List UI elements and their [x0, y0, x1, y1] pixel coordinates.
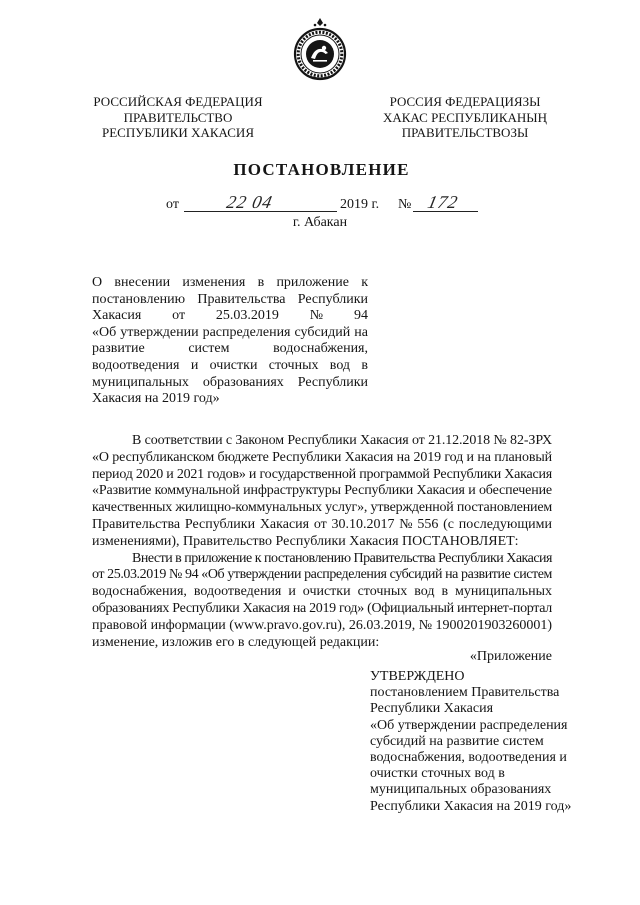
approved-label: УТВЕРЖДЕНО [370, 669, 465, 684]
title-line: Хакасия на 2019 год» [92, 391, 220, 407]
appendix-line: очистки сточных вод в [370, 766, 505, 782]
appendix-line: субсидий на развитие систем [370, 733, 544, 749]
body-line: водоснабжения, водоотведения и очистки сточных вод в муниципальных [92, 584, 552, 600]
header-line: РОССИЯ ФЕДЕРАЦИЯЗЫ [389, 94, 541, 109]
body-line: изменение, изложив его в следующей редакции: [92, 634, 380, 650]
appendix-line: постановлением Правительства [370, 685, 560, 701]
body-line: В соответствии с Законом Республики Хакасия от 21.12.2018 № 82-ЗРХ [132, 433, 553, 448]
number-sign: № [398, 197, 412, 212]
city-label: г. Абакан [292, 215, 348, 230]
title-line: «Об утверждении распределения субсидий на [92, 324, 368, 340]
title-line: развитие систем водоснабжения, [92, 341, 368, 357]
coat-of-arms-emblem [292, 17, 348, 81]
body-line: правовой информации (www.pravo.gov.ru), 26.03.2019, № 1900201903260001) [92, 617, 552, 633]
title-line: постановлению Правительства Республики [92, 291, 368, 307]
body-line: качественных жилищно-коммунальных услуг», утвержденной постановлением [92, 500, 553, 516]
header-line: РЕСПУБЛИКИ ХАКАСИЯ [101, 125, 254, 140]
document-type-title: ПОСТАНОВЛЕНИЕ [233, 160, 410, 179]
appendix-label: «Приложение [469, 649, 552, 664]
body-line: «Развитие коммунальной инфраструктуры Республики Хакасия и обеспечение [92, 483, 553, 499]
body-line: Внести в приложение к постановлению Правительства Республики Хакасия [132, 550, 552, 566]
title-line: Хакасия от 25.03.2019 № 94 [92, 308, 368, 324]
header-line: ПРАВИТЕЛЬСТВОЗЫ [401, 125, 529, 140]
year-label: 2019 г. [340, 197, 380, 212]
header-line: РОССИЙСКАЯ ФЕДЕРАЦИЯ [93, 94, 263, 109]
header-line: ПРАВИТЕЛЬСТВО [123, 109, 233, 125]
body-line: изменениями), Правительство Республики Хакасия ПОСТАНОВЛЯЕТ: [92, 533, 519, 549]
body-paragraph [92, 551, 552, 652]
body-line: Правительства Республики Хакасия от 30.10.2017 № 556 (с последующими [92, 516, 552, 532]
appendix-approval-block [370, 669, 600, 815]
title-line: водоотведения и очистки сточных вод в [92, 357, 368, 373]
header-russian [78, 94, 278, 141]
title-line: муниципальных образованиях Республики [92, 374, 368, 390]
date-prefix: от [166, 197, 179, 212]
appendix-line: Республики Хакасия на 2019 год» [370, 798, 572, 814]
body-paragraph [92, 433, 552, 551]
header-khakas [365, 94, 565, 141]
appendix-line: Республики Хакасия [370, 701, 494, 717]
body-line: период 2020 и 2021 годов» и государственной программой Республики Хакасия [92, 466, 553, 482]
body-line: от 25.03.2019 № 94 «Об утверждении распределения субсидий на развитие систем [92, 567, 552, 583]
resolution-title [92, 275, 368, 408]
title-line: О внесении изменения в приложение к [92, 275, 369, 290]
emblem-top-ornament [314, 18, 327, 26]
appendix-line: «Об утверждении распределения [370, 717, 568, 733]
body-line: образованиях Республики Хакасия на 2019 год» (Официальный интернет-портал [92, 600, 552, 616]
header-line: ХАКАС РЕСПУБЛИКАНЫҢ [382, 109, 548, 125]
handwritten-number: 172 [425, 192, 461, 212]
handwritten-date: 22 04 [224, 192, 275, 212]
appendix-line: муниципальных образованиях [370, 782, 552, 798]
body-line: «О республиканском бюджете Республики Хакасия на 2019 год и на плановый [92, 449, 553, 465]
appendix-line: водоснабжения, водоотведения и [370, 749, 567, 765]
resolution-body [92, 433, 552, 651]
